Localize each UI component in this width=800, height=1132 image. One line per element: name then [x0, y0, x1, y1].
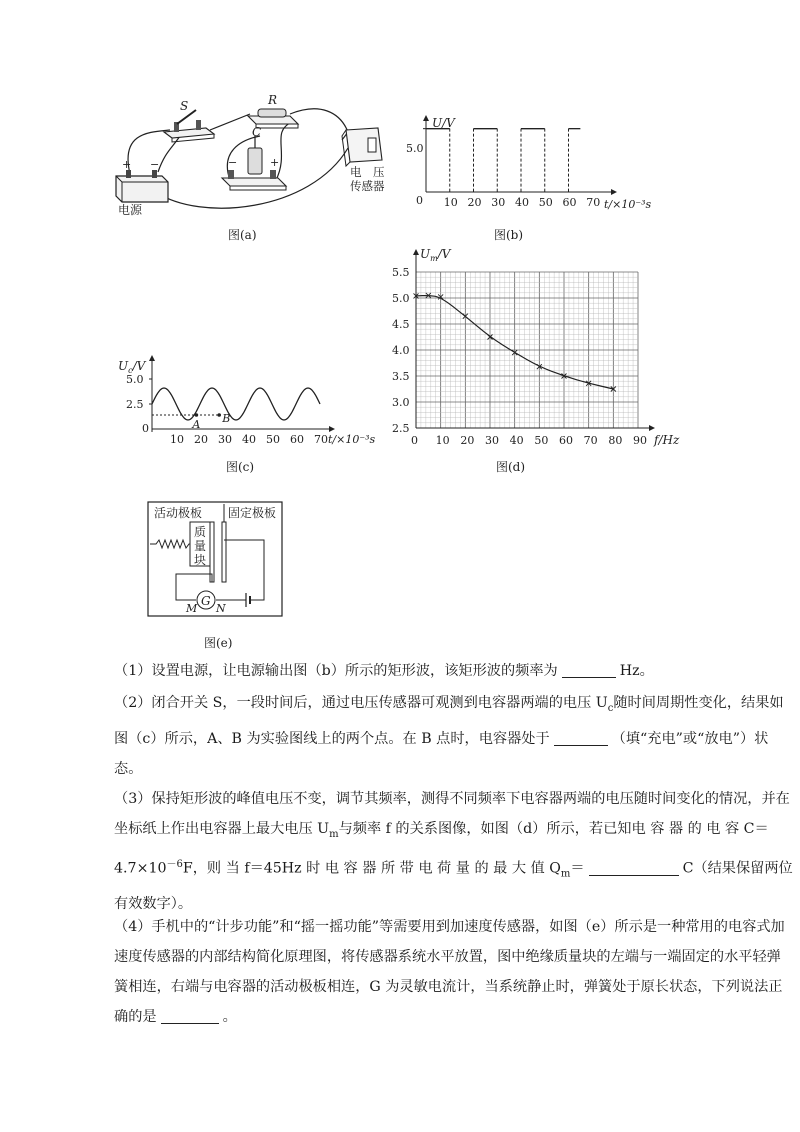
source-label: 电源 — [118, 203, 143, 217]
capacitor-label: C — [252, 125, 262, 139]
c-origin: 0 — [142, 422, 149, 435]
e-fixed-plate-label: 固定极板 — [228, 506, 277, 520]
d-y-tick-3.0: 3.0 — [392, 396, 410, 409]
e-mass-char-2: 量 — [194, 539, 207, 553]
figure-d-chart — [378, 246, 696, 452]
question-2: （2）闭合开关 S，一段时间后，通过电压传感器可观测到电容器两端的电压 $U_c$随时间周期性变化，结果如图（c）所示，A、B 为实验图线上的两个点。在 B 点时，电容器处于 （填“充电”或“放电”）状态。 — [114, 695, 784, 777]
e-n-label: N — [216, 602, 226, 615]
c-ylabel: $U_c/V$ — [118, 359, 146, 375]
b-ylabel: U/V — [432, 116, 455, 130]
b-xlabel: t/×10⁻³s — [604, 198, 652, 211]
q3-answer-blank[interactable] — [589, 859, 679, 876]
b-y-tick: 5.0 — [406, 142, 424, 155]
c-x-tick-60: 60 — [290, 433, 304, 446]
q2-answer-blank[interactable] — [554, 729, 608, 746]
b-x-tick-20: 20 — [467, 196, 482, 209]
b-x-tick-60: 60 — [562, 196, 577, 209]
source-minus: − — [150, 158, 160, 171]
resistor-label: R — [268, 93, 278, 107]
figure-a-circuit — [110, 92, 400, 220]
c-x-tick-10: 10 — [170, 433, 184, 446]
source-plus: + — [122, 158, 132, 171]
c-xlabel: t/×10⁻³s — [328, 433, 376, 446]
figure-d-caption: 图(d) — [496, 460, 526, 474]
b-origin: 0 — [416, 194, 423, 207]
c-y-tick-5.0: 5.0 — [126, 373, 144, 386]
figure-c-chart — [112, 352, 374, 452]
d-x-tick-90: 90 — [633, 434, 647, 447]
d-y-tick-4.0: 4.0 — [392, 344, 410, 357]
question-4: （4）手机中的“计步功能”和“摇一摇功能”等需要用到加速度传感器，如图（e）所示是一种常用的电容式加速度传感器的内部结构简化原理图，将传感器系统水平放置，图中绝缘质量块的左端与一端固定的水平轻弹簧相连，右端与电容器的活动极板相连，G 为灵敏电流计，当系统静止时，弹簧处于原长状态，下列说法正确的是 。 — [114, 919, 785, 1025]
d-x-tick-70: 70 — [583, 434, 598, 447]
e-mass-char-3: 块 — [194, 553, 207, 567]
e-galvanometer-label: G — [201, 594, 211, 608]
voltage-sensor — [342, 128, 382, 166]
e-mass-char-1: 质 — [194, 525, 207, 539]
d-x-tick-40: 40 — [509, 434, 524, 447]
figure-e-diagram — [146, 500, 286, 620]
c-point-a-label: A — [192, 418, 201, 431]
e-m-label: M — [186, 602, 198, 615]
b-x-tick-10: 10 — [443, 196, 458, 209]
switch — [164, 110, 214, 142]
c-point-b — [217, 413, 221, 417]
d-x-tick-50: 50 — [534, 434, 549, 447]
sensor-label-line1: 电 压 — [350, 165, 385, 179]
d-x-tick-10: 10 — [435, 434, 450, 447]
e-moving-plate-label: 活动极板 — [154, 506, 203, 520]
q4-answer-blank[interactable] — [161, 1007, 219, 1024]
power-source — [116, 170, 168, 202]
c-x-tick-40: 40 — [242, 433, 256, 446]
sensor-label-line2: 传感器 — [350, 179, 385, 193]
capacitor-minus: − — [228, 156, 238, 169]
capacitor-plus: + — [270, 156, 280, 169]
d-x-tick-0: 0 — [411, 434, 418, 447]
question-1: （1）设置电源，让电源输出图（b）所示的矩形波，该矩形波的频率为 Hz。 — [114, 663, 654, 679]
d-y-tick-5.5: 5.5 — [392, 266, 410, 279]
d-y-tick-2.5: 2.5 — [392, 422, 410, 435]
c-point-a — [195, 413, 199, 417]
b-x-tick-70: 70 — [586, 196, 601, 209]
d-y-tick-4.5: 4.5 — [392, 318, 410, 331]
figure-b-chart — [408, 112, 658, 216]
c-x-tick-20: 20 — [194, 433, 208, 446]
d-x-tick-60: 60 — [559, 434, 573, 447]
e-fixed-plate — [222, 522, 226, 582]
figure-b-caption: 图(b) — [494, 228, 524, 242]
d-x-tick-30: 30 — [485, 434, 499, 447]
c-x-tick-30: 30 — [218, 433, 232, 446]
switch-label: S — [180, 99, 189, 113]
b-x-tick-30: 30 — [491, 196, 506, 209]
e-moving-plate — [210, 522, 214, 582]
c-point-b-label: B — [222, 412, 231, 425]
d-ylabel: $U_m/V$ — [420, 247, 451, 263]
c-x-tick-70: 70 — [314, 433, 328, 446]
d-x-tick-20: 20 — [460, 434, 475, 447]
figure-a-caption: 图(a) — [228, 228, 257, 242]
b-x-tick-50: 50 — [538, 196, 553, 209]
figure-c-caption: 图(c) — [226, 460, 255, 474]
d-y-tick-5.0: 5.0 — [392, 292, 410, 305]
question-3: （3）保持矩形波的峰值电压不变，调节其频率，测得不同频率下电容器两端的电压随时间变化的情况，并在坐标纸上作出电容器上最大电压 $U_m$与频率 f 的关系图像，如图（d）所示，若已知电 容 器 的 电 容 $C=4.7\times 10^{-6}F$，则 当 f＝45Hz 时 电 容 器 所 带 电 荷 量 的 最 大 值 $Q_m= C$（结果保留两位有效数字）。 — [114, 791, 793, 913]
figure-e-caption: 图(e) — [204, 636, 233, 650]
c-x-tick-50: 50 — [266, 433, 280, 446]
d-y-tick-3.5: 3.5 — [392, 370, 410, 383]
q1-answer-blank[interactable] — [562, 661, 616, 678]
b-x-tick-40: 40 — [515, 196, 529, 209]
d-xlabel: f/Hz — [654, 433, 680, 447]
c-y-tick-2.5: 2.5 — [126, 398, 144, 411]
d-x-tick-80: 80 — [608, 434, 623, 447]
